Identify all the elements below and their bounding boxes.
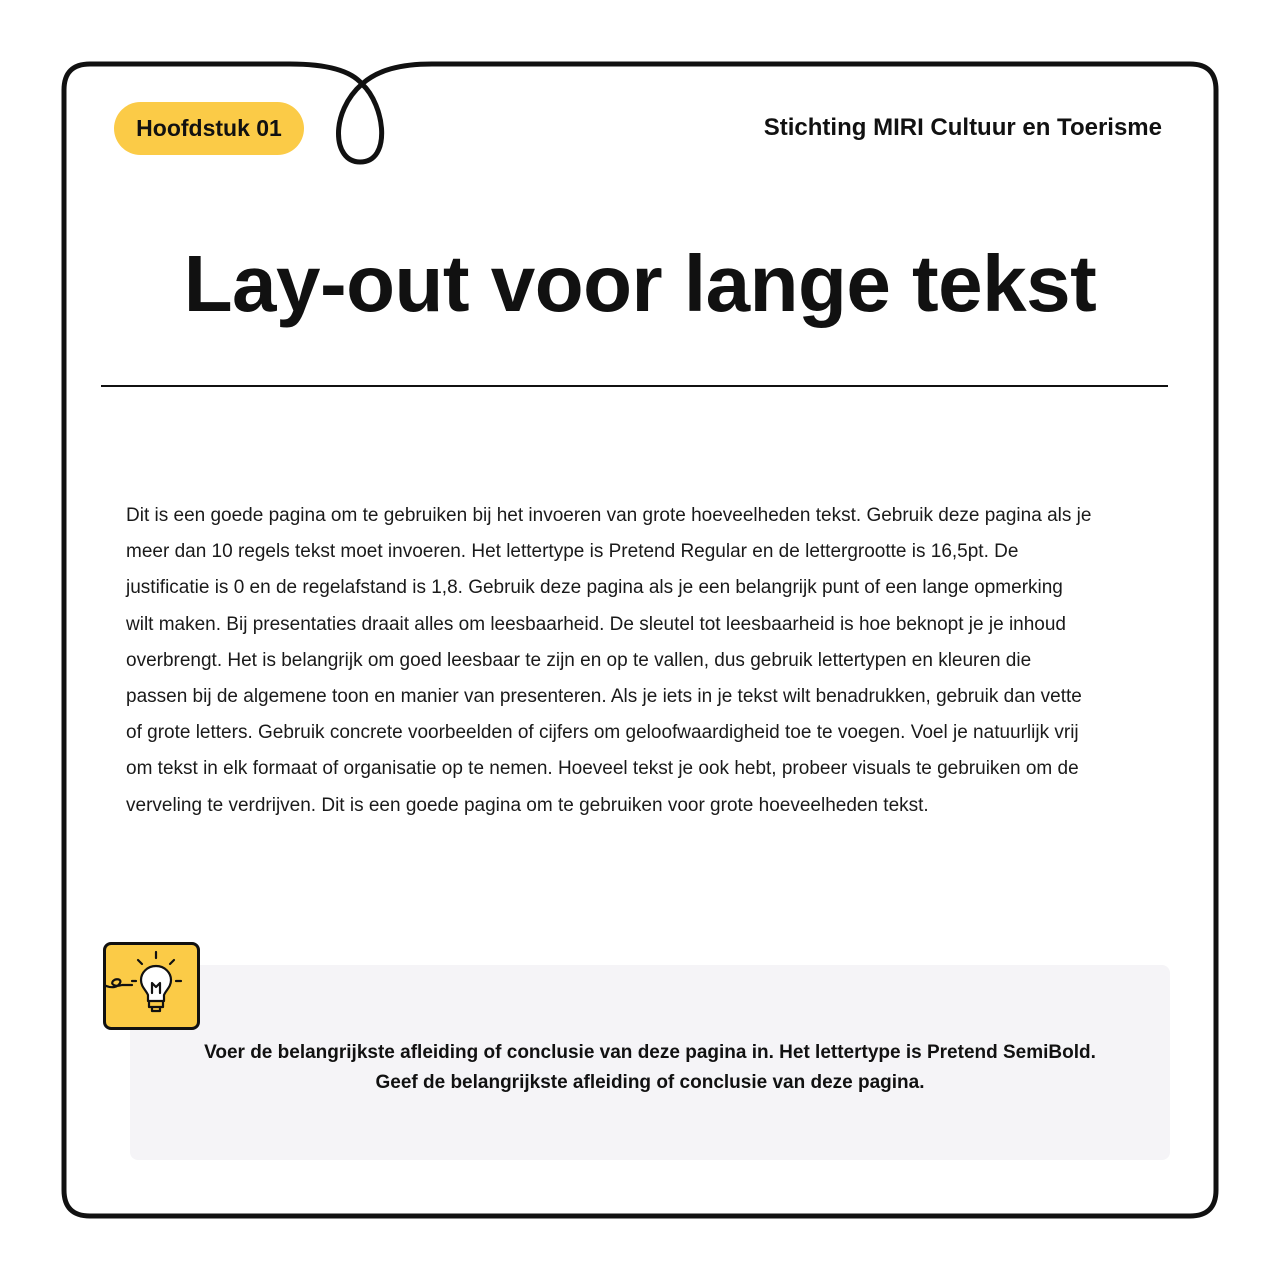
chapter-badge: Hoofdstuk 01 [114, 102, 304, 155]
body-line: meer dan 10 regels tekst moet invoeren. Het lettertype is Pretend Regular en de lettergrootte is 16,5pt. De [126, 541, 1019, 563]
body-line: of grote letters. Gebruik concrete voorbeelden of cijfers om geloofwaardigheid toe te voegen. Voel je natuurlijk vrij [126, 722, 1079, 744]
page-title: Lay-out voor lange tekst [183, 239, 1097, 328]
body-text [126, 498, 1176, 824]
body-line: verveling te verdrijven. Dit is een goede pagina om te gebruiken voor grote hoeveelheden tekst. [126, 794, 929, 816]
callout-text [130, 1038, 1170, 1098]
body-line: om tekst in elk formaat of organisatie op te nemen. Hoeveel tekst je ook hebt, probeer visuals te gebruiken om de [126, 758, 1079, 780]
body-line: overbrengt. Het is belangrijk om goed leesbaar te zijn en op te vallen, dus gebruik lettertypen en kleuren die [126, 649, 1032, 671]
callout-line: Geef de belangrijkste afleiding of conclusie van deze pagina. [375, 1072, 925, 1093]
callout-line: Voer de belangrijkste afleiding of conclusie van deze pagina in. Het lettertype is Pretend SemiBold. [204, 1042, 1096, 1063]
body-line: justificatie is 0 en de regelafstand is 1,8. Gebruik deze pagina als je een belangrijk punt of een lange opmerking [126, 577, 1063, 599]
lightbulb-icon-box [103, 942, 200, 1030]
lightbulb-icon [106, 945, 197, 1027]
body-line: Dit is een goede pagina om te gebruiken bij het invoeren van grote hoeveelheden tekst. Gebruik deze pagina als je [126, 505, 1092, 526]
body-line: wilt maken. Bij presentaties draait alles om leesbaarheid. De sleutel tot leesbaarheid is hoe beknopt je je inhoud [126, 613, 1066, 635]
organization-name: Stichting MIRI Cultuur en Toerisme [763, 114, 1162, 141]
title-divider [101, 385, 1168, 387]
body-line: passen bij de algemene toon en manier van presenteren. Als je iets in je tekst wilt benadrukken, gebruik dan vette [126, 686, 1082, 708]
